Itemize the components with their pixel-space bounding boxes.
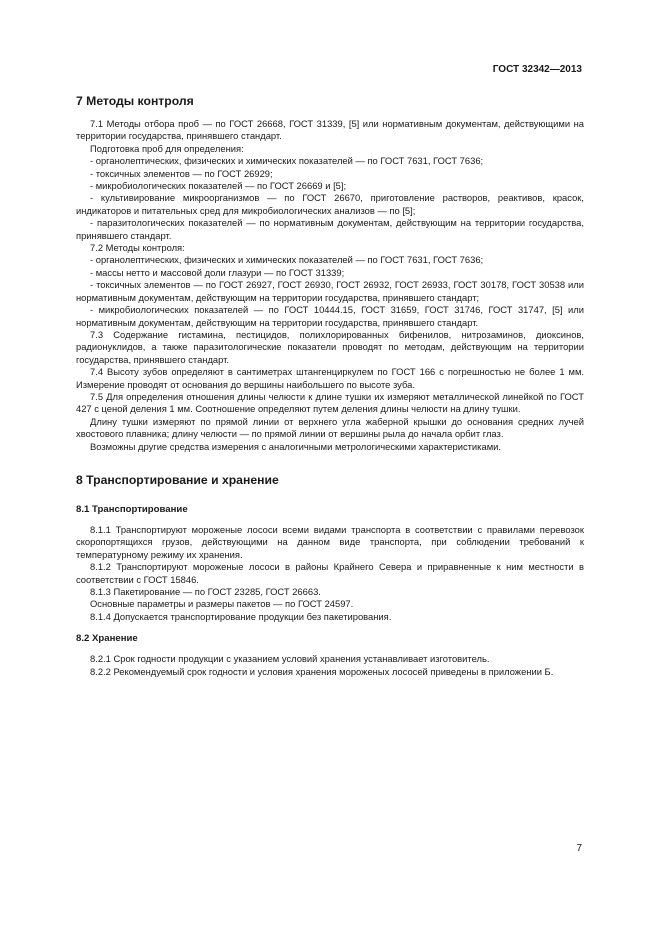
standard-code-header: ГОСТ 32342—2013 (492, 64, 582, 75)
section-7-title: 7 Методы контроля (76, 94, 194, 108)
paragraph: 7.3 Содержание гистамина, пестицидов, полихлорированных бифенилов, нитрозаминов, диоксинов, радионуклидов, а также паразитологические показатели проводят по методам, действующим на территории государства, принявшего стандарт. (76, 328, 584, 365)
page-content (76, 90, 584, 678)
paragraph: 8.1.1 Транспортируют мороженые лососи всеми видами транспорта в соответствии с правилами перевозок скоропортящихся грузов, действующими на данном виде транспорта, при соблюдении требований к температурному режиму их хранения. (76, 523, 584, 560)
list-item: - массы нетто и массовой доли глазури — по ГОСТ 31339; (90, 266, 345, 278)
paragraph: Подготовка проб для определения: (90, 142, 244, 154)
paragraph: Длину тушки измеряют по прямой линии от верхнего угла жаберной крышки до основания средних лучей хвостового плавника; длину челюсти — по прямой линии от вершины рыла до начала орбит глаз. (76, 415, 584, 440)
section-8-title: 8 Транспортирование и хранение (76, 472, 279, 487)
list-item: - токсичных элементов — по ГОСТ 26927, ГОСТ 26930, ГОСТ 26932, ГОСТ 26933, ГОСТ 30178, ГОСТ 30538 или нормативным документам, действующим на территории государства, принявшего стандарт; (76, 279, 584, 303)
paragraph: 8.2.1 Срок годности продукции с указанием условий хранения устанавливает изготовитель. (90, 653, 490, 665)
paragraph: 7.1 Методы отбора проб — по ГОСТ 26668, ГОСТ 31339, [5] или нормативным документам, действующими на территории государства, принявшего стандарт. (76, 118, 584, 142)
paragraph: 8.1.2 Транспортируют мороженые лососи в районы Крайнего Севера и приравненные к ним местности в соответствии с ГОСТ 15846. (76, 561, 584, 585)
paragraph: 7.5 Для определения отношения длины челюсти к длине тушки их измеряют металлической линейкой по ГОСТ 427 с ценой деления 1 мм. Соотношение определяют путем деления длины челюсти на длину тушки. (76, 390, 584, 415)
list-item: - микробиологических показателей — по ГОСТ 26669 и [5]; (90, 180, 347, 192)
list-item: - микробиологических показателей — по ГОСТ 10444.15, ГОСТ 31659, ГОСТ 31746, ГОСТ 31747, [5] или нормативным документам, действующим на территории государства, принявшего стандарт. (76, 304, 584, 328)
list-item: - паразитологических показателей — по нормативным документам, действующим на территории государства, принявшего стандарт. (76, 217, 584, 241)
paragraph: Основные параметры и размеры пакетов — по ГОСТ 24597. (90, 598, 354, 610)
list-item: - токсичных элементов — по ГОСТ 26929; (90, 167, 273, 179)
paragraph: 8.2.2 Рекомендуемый срок годности и условия хранения мороженых лососей приведены в приложении Б. (90, 665, 554, 677)
paragraph: 8.1.4 Допускается транспортирование продукции без пакетирования. (90, 610, 392, 622)
page-number: 7 (576, 843, 582, 854)
paragraph: 7.2 Методы контроля: (90, 242, 185, 254)
list-item: - органолептических, физических и химических показателей — по ГОСТ 7631, ГОСТ 7636; (90, 155, 484, 167)
list-item: - культивирование микроорганизмов — по ГОСТ 26670, приготовление растворов, реактивов, красок, индикаторов и питательных сред для микробиологических анализов — по [5]; (76, 192, 584, 216)
paragraph: 7.4 Высоту зубов определяют в сантиметрах штангенциркулем по ГОСТ 166 с погрешностью не более 1 мм. Измерение проводят от основания до вершины наибольшего по высоте зуба. (76, 366, 584, 390)
paragraph: 8.1.3 Пакетирование — по ГОСТ 23285, ГОСТ 26663. (90, 586, 321, 597)
list-item: - органолептических, физических и химических показателей — по ГОСТ 7631, ГОСТ 7636; (90, 254, 484, 266)
subsection-8-2-title: 8.2 Хранение (76, 633, 138, 645)
paragraph: Возможны другие средства измерения с аналогичными метрологическими характеристиками. (90, 440, 501, 452)
subsection-8-1-title: 8.1 Транспортирование (76, 503, 188, 515)
